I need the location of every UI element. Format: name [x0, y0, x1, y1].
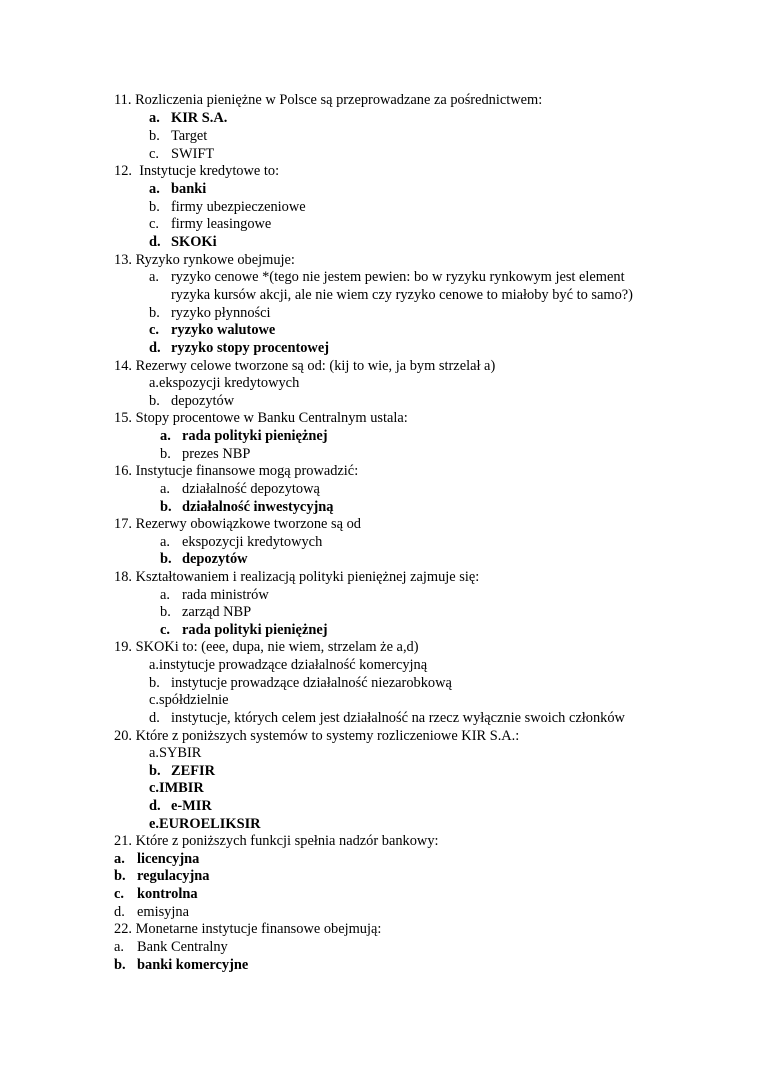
answer-15b: b. prezes NBP — [160, 446, 251, 462]
answer-20d: d. e-MIR — [149, 798, 212, 814]
question-12: 12. Instytucje kredytowe to: — [114, 163, 280, 179]
question-11: 11. Rozliczenia pieniężne w Polsce są przeprowadzane za pośrednictwem: — [114, 92, 543, 108]
answer-19a: a.instytucje prowadzące działalność komercyjną — [149, 657, 428, 673]
answer-11a: a. KIR S.A. — [149, 110, 228, 126]
question-16: 16. Instytucje finansowe mogą prowadzić: — [114, 463, 359, 479]
answer-12d: d. SKOKi — [149, 234, 217, 250]
question-17: 17. Rezerwy obowiązkowe tworzone są od — [114, 516, 361, 532]
answer-18a: a. rada ministrów — [160, 587, 269, 603]
answer-14b: b. depozytów — [149, 393, 235, 409]
question-14: 14. Rezerwy celowe tworzone są od: (kij to wie, ja bym strzelał a) — [114, 358, 496, 374]
answer-13d: d. ryzyko stopy procentowej — [149, 340, 330, 356]
question-13: 13. Ryzyko rynkowe obejmuje: — [114, 252, 295, 268]
answer-11c: c. SWIFT — [149, 146, 215, 162]
answer-20a: a.SYBIR — [149, 745, 202, 761]
answer-12c: c. firmy leasingowe — [149, 216, 272, 232]
answer-16a: a. działalność depozytową — [160, 481, 320, 497]
answer-21c: c. kontrolna — [114, 886, 198, 902]
answer-17a: a. ekspozycji kredytowych — [160, 534, 323, 550]
answer-16b: b. działalność inwestycyjną — [160, 499, 334, 515]
answer-13c: c. ryzyko walutowe — [149, 322, 276, 338]
answer-12a: a. banki — [149, 181, 207, 197]
answer-14a: a.ekspozycji kredytowych — [149, 375, 300, 391]
answer-21b: b. regulacyjna — [114, 868, 210, 884]
answer-21d: d. emisyjna — [114, 904, 189, 920]
question-21: 21. Które z poniższych funkcji spełnia nadzór bankowy: — [114, 833, 439, 849]
question-22: 22. Monetarne instytucje finansowe obejmują: — [114, 921, 382, 937]
answer-20c: c.IMBIR — [149, 780, 204, 796]
answer-13a-continued: ryzyka kursów akcji, ale nie wiem czy ryzyko cenowe to miałoby być to samo?) — [171, 287, 633, 303]
answer-22b: b. banki komercyjne — [114, 957, 249, 973]
answer-17b: b. depozytów — [160, 551, 248, 567]
answer-19d: d. instytucje, których celem jest działalność na rzecz wyłącznie swoich członków — [149, 710, 625, 726]
answer-13b: b. ryzyko płynności — [149, 305, 271, 321]
question-18: 18. Kształtowaniem i realizacją polityki pieniężnej zajmuje się: — [114, 569, 480, 585]
question-15: 15. Stopy procentowe w Banku Centralnym ustala: — [114, 410, 408, 426]
answer-18c: c. rada polityki pieniężnej — [160, 622, 328, 638]
answer-11b: b. Target — [149, 128, 208, 144]
question-20: 20. Które z poniższych systemów to systemy rozliczeniowe KIR S.A.: — [114, 728, 520, 744]
question-19: 19. SKOKi to: (eee, dupa, nie wiem, strzelam że a,d) — [114, 639, 419, 655]
answer-20b: b. ZEFIR — [149, 763, 215, 779]
answer-13a: a. ryzyko cenowe *(tego nie jestem pewien: bo w ryzyku rynkowym jest element — [149, 269, 625, 285]
answer-19b: b. instytucje prowadzące działalność niezarobkową — [149, 675, 452, 691]
answer-22a: a. Bank Centralny — [114, 939, 228, 955]
answer-20e: e.EUROELIKSIR — [149, 816, 261, 832]
answer-21a: a. licencyjna — [114, 851, 200, 867]
answer-18b: b. zarząd NBP — [160, 604, 252, 620]
answer-19c: c.spółdzielnie — [149, 692, 229, 708]
answer-12b: b. firmy ubezpieczeniowe — [149, 199, 306, 215]
answer-15a: a. rada polityki pieniężnej — [160, 428, 328, 444]
